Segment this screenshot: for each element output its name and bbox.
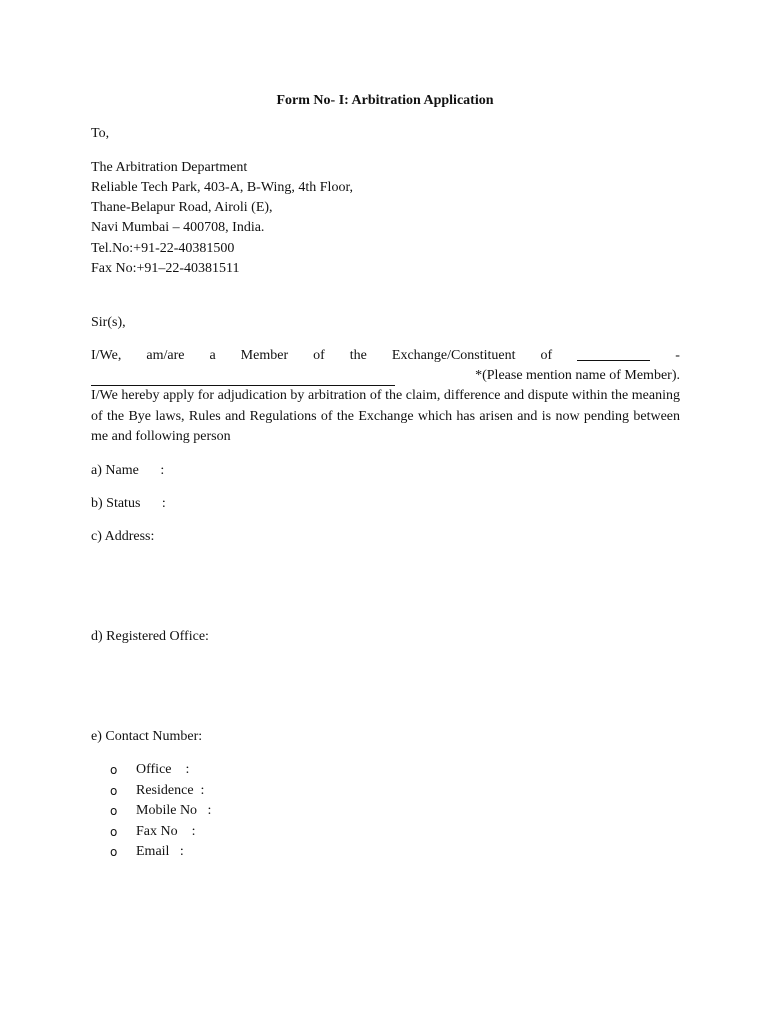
list-item (110, 781, 211, 802)
address-line-4: Navi Mumbai – 400708, India. (91, 220, 265, 235)
bullet-icon: o (110, 763, 118, 777)
contact-mobile-label: Mobile No : (136, 803, 212, 818)
field-name-label: a) Name (91, 463, 139, 478)
member-name-blank[interactable] (91, 371, 395, 386)
bullet-icon: o (110, 824, 118, 839)
member-word: am/are (146, 348, 185, 363)
form-title: Form No- I: Arbitration Application (276, 93, 494, 108)
list-item (110, 801, 211, 822)
bullet-icon: o (110, 804, 118, 818)
bullet-icon: o (110, 783, 118, 798)
member-word: of (313, 348, 325, 363)
member-word: of (540, 348, 553, 363)
bullet-icon: o (110, 845, 118, 859)
address-fax: Fax No:+91–22-40381511 (91, 261, 240, 276)
member-word: Member (240, 348, 289, 363)
field-status (91, 494, 166, 514)
list-item (110, 842, 211, 863)
salutation-to: To, (91, 126, 110, 141)
field-registered-office-label: d) Registered Office: (91, 629, 209, 644)
member-word: the (349, 348, 367, 363)
contact-email-label: Email : (136, 844, 184, 859)
member-line (91, 346, 680, 366)
contact-office-label: Office : (136, 762, 190, 777)
field-contact-number-label: e) Contact Number: (91, 729, 203, 744)
contact-fax-label: Fax No : (136, 823, 196, 839)
member-line-2 (91, 366, 680, 386)
list-item (110, 822, 211, 843)
field-status-label: b) Status (91, 496, 141, 511)
contact-residence-label: Residence : (136, 782, 205, 798)
contact-list (110, 760, 211, 863)
field-colon: : (160, 463, 165, 478)
member-word: Exchange/Constituent (391, 348, 516, 363)
list-item (110, 760, 211, 781)
member-word: I/We, (91, 348, 122, 363)
field-name (91, 461, 164, 481)
member-word: a (209, 348, 216, 363)
address-line-1: The Arbitration Department (91, 160, 248, 175)
greeting: Sir(s), (91, 315, 126, 330)
member-code-blank[interactable] (577, 346, 650, 361)
field-address-label: c) Address: (91, 529, 155, 544)
address-line-3: Thane-Belapur Road, Airoli (E), (91, 200, 273, 215)
body-paragraph: I/We hereby apply for adjudication by arbitration of the claim, difference and dispute within the meaning of the Bye laws, Rules and Regulations of the Exchange which has arisen and is now pending between me and following person (91, 388, 680, 444)
address-line-2: Reliable Tech Park, 403-A, B-Wing, 4th Floor, (91, 180, 354, 195)
member-note: *(Please mention name of Member). (475, 368, 680, 383)
dash: - (675, 348, 680, 363)
field-colon: : (161, 496, 166, 511)
address-tel: Tel.No:+91-22-40381500 (91, 241, 235, 256)
